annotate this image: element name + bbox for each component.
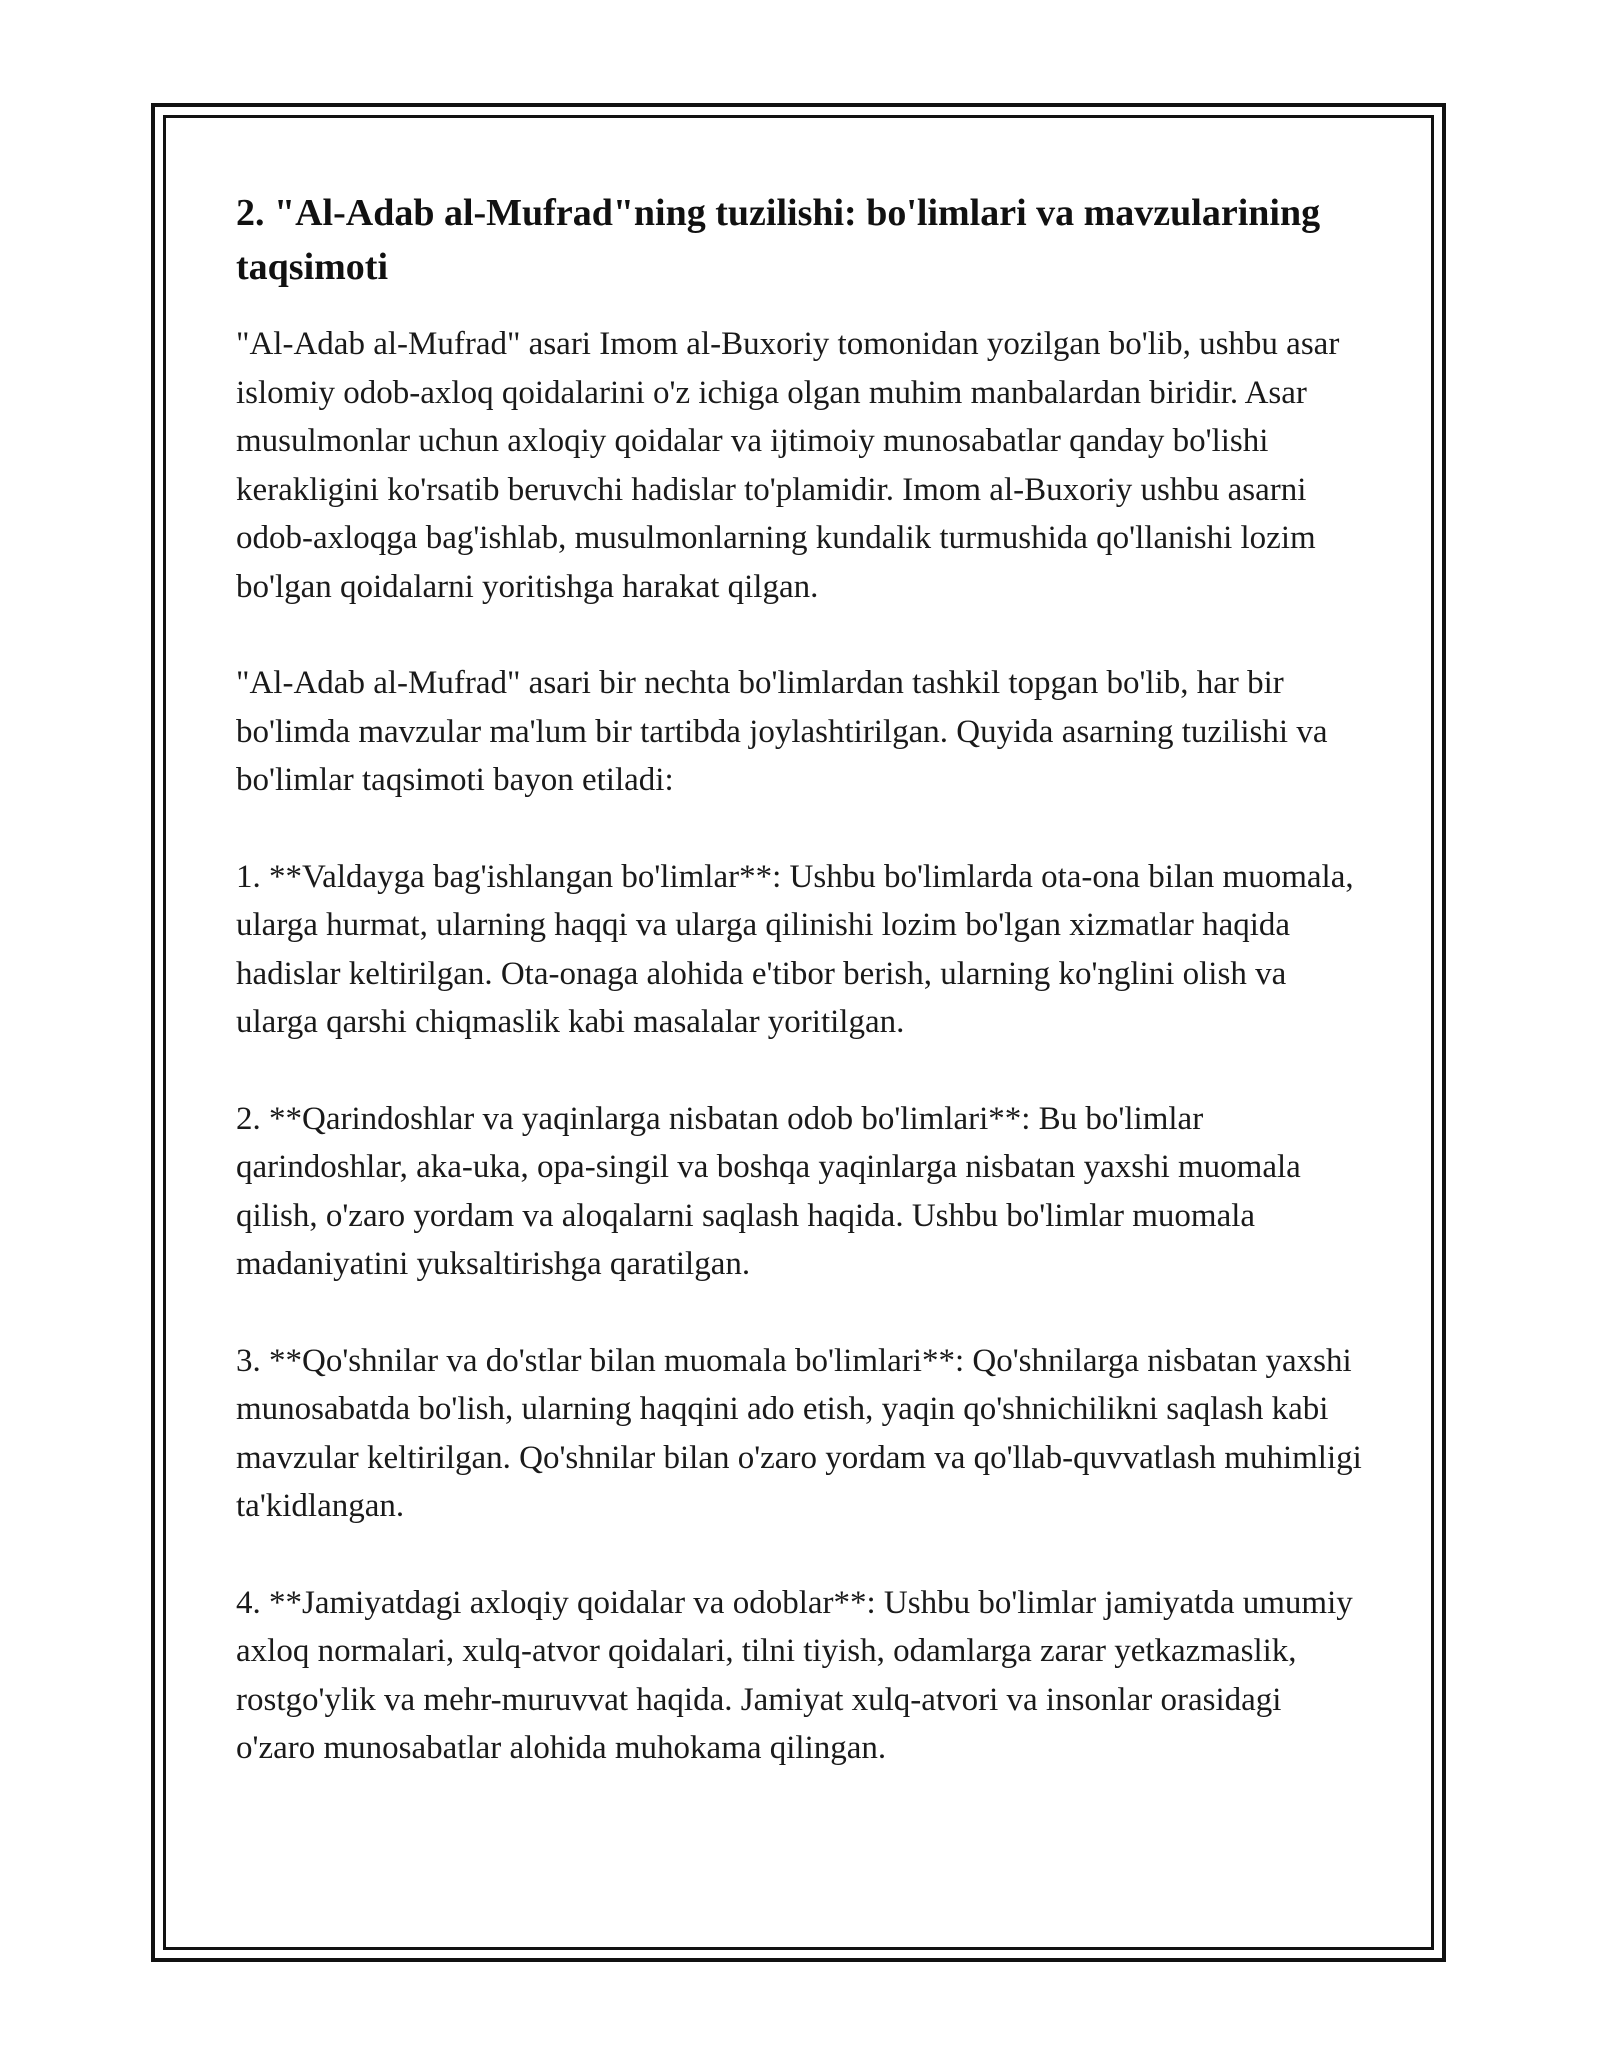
list-item-neighbors: 3. **Qo'shnilar va do'stlar bilan muomala bo'limlari**: Qo'shnilarga nisbatan yaxshi munosabatda bo'lish, ularning haqqini ado etish, yaqin qo'shnichilikni saqlash kabi mavzular keltirilgan. Qo'shnilar bilan o'zaro yordam va qo'llab-quvvatlash muhimligi ta'kidlangan. bbox=[236, 1342, 1362, 1524]
paragraph-intro: "Al-Adab al-Mufrad" asari Imom al-Buxoriy tomonidan yozilgan bo'lib, ushbu asar islomiy odob-axloq qoidalarini o'z ichiga olgan muhim manbalardan biridir. Asar musulmonlar uchun axloqiy qoidalar va ijtimoiy munosabatlar qanday bo'lishi kerakligini ko'rsatib beruvchi hadislar to'plamidir. Imom al-Buxoriy ushbu asarni odob-axloqga bag'ishlab, musulmonlarning kundalik turmushida qo'llanishi lozim bo'lgan qoidalarni yoritishga harakat qilgan. bbox=[236, 326, 1340, 605]
section-heading: 2. "Al-Adab al-Mufrad"ning tuzilishi: bo'limlari va mavzularining taqsimoti bbox=[236, 192, 1321, 288]
document-body bbox=[236, 186, 1366, 1821]
list-item-parents: 1. **Valdayga bag'ishlangan bo'limlar**: Ushbu bo'limlarda ota-ona bilan muomala, ularga hurmat, ularning haqqi va ularga qilinishi lozim bo'lgan xizmatlar haqida hadislar keltirilgan. Ota-onaga alohida e'tibor berish, ularning ko'nglini olish va ularga qarshi chiqmaslik kabi masalalar yoritilgan. bbox=[236, 858, 1354, 1040]
paragraph-structure: "Al-Adab al-Mufrad" asari bir nechta bo'limlardan tashkil topgan bo'lib, har bir bo'limda mavzular ma'lum bir tartibda joylashtirilgan. Quyida asarning tuzilishi va bo'limlar taqsimoti bayon etiladi: bbox=[236, 665, 1328, 798]
list-item-society: 4. **Jamiyatdagi axloqiy qoidalar va odoblar**: Ushbu bo'limlar jamiyatda umumiy axloq normalari, xulq-atvor qoidalari, tilni tiyish, odamlarga zarar yetkazmaslik, rostgo'ylik va mehr-muruvvat haqida. Jamiyat xulq-atvori va insonlar orasidagi o'zaro munosabatlar alohida muhokama qilingan. bbox=[236, 1584, 1353, 1766]
list-item-relatives: 2. **Qarindoshlar va yaqinlarga nisbatan odob bo'limlari**: Bu bo'limlar qarindoshlar, aka-uka, opa-singil va boshqa yaqinlarga nisbatan yaxshi muomala qilish, o'zaro yordam va aloqalarni saqlash haqida. Ushbu bo'limlar muomala madaniyatini yuksaltirishga qaratilgan. bbox=[236, 1100, 1301, 1282]
